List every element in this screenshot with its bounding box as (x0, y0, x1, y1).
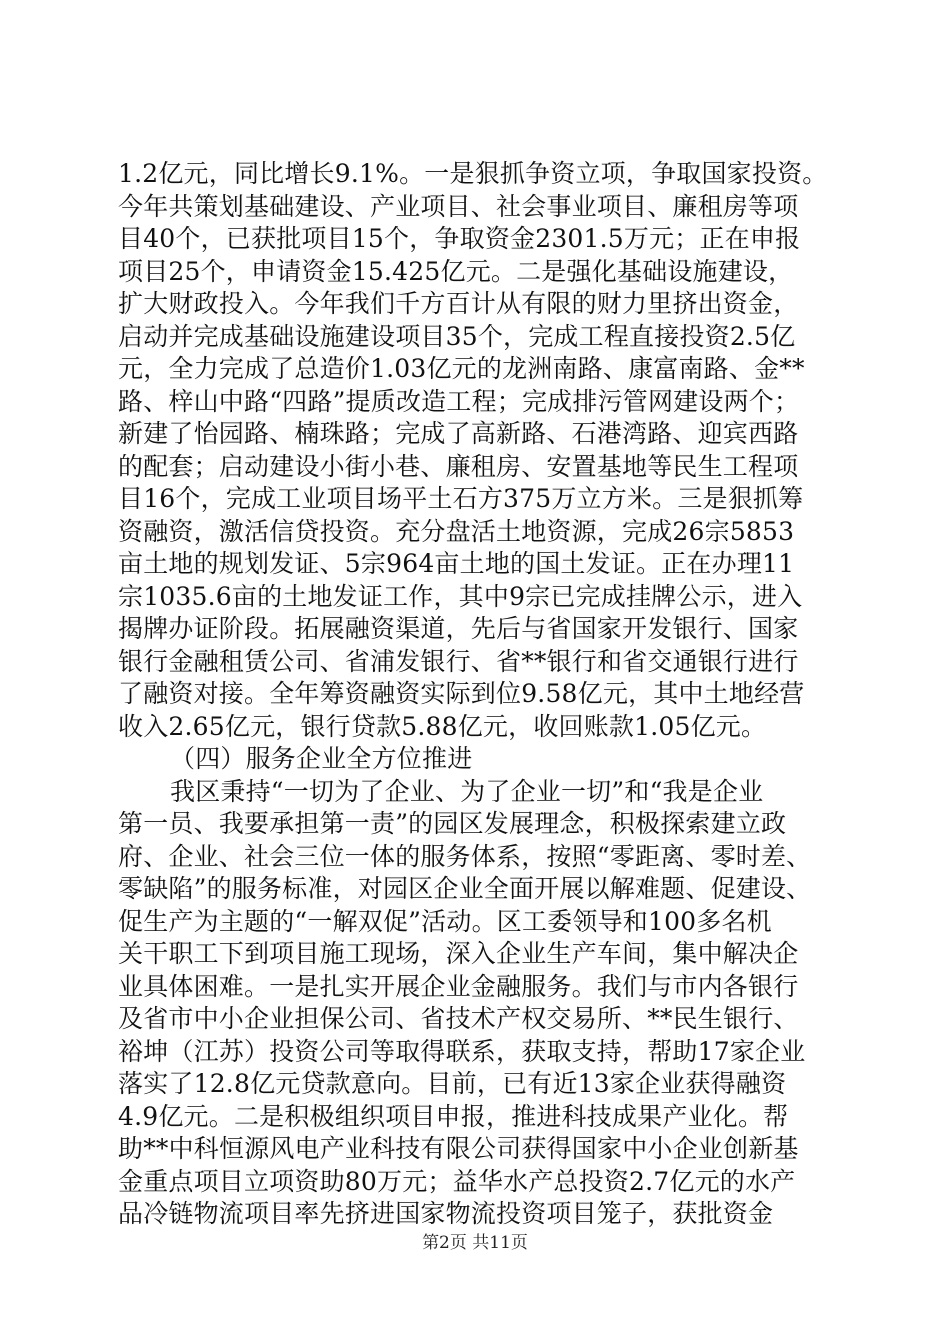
text-line: 揭牌办证阶段。拓展融资渠道，先后与省国家开发银行、国家 (118, 614, 799, 643)
text-line: 今年共策划基础建设、产业项目、社会事业项目、廉租房等项 (118, 191, 799, 221)
text-line: 元，全力完成了总造价1.03亿元的龙洲南路、康富南路、金** (118, 354, 805, 383)
text-line: 裕坤（江苏）投资公司等取得联系，获取支持，帮助17家企业 (118, 1036, 806, 1066)
text-line: 目16个，完成工业项目场平土石方375万立方米。三是狠抓筹 (118, 484, 804, 513)
text-line: 府、企业、社会三位一体的服务体系，按照“零距离、零时差、 (118, 841, 812, 871)
text-line: 项目25个，申请资金15.425亿元。二是强化基础设施建设， (118, 256, 794, 286)
text-line: 路、梓山中路“四路”提质改造工程；完成排污管网建设两个； (118, 386, 800, 416)
text-line: 助**中科恒源风电产业科技有限公司获得国家中小企业创新基 (118, 1134, 799, 1163)
page-number-footer: 第2页 共11页 (422, 1233, 528, 1253)
text-line: 1.2亿元，同比增长9.1%。一是狠抓争资立项，争取国家投资。 (118, 159, 828, 188)
text-line: 第一员、我要承担第一责”的园区发展理念，积极探索建立政 (118, 809, 787, 838)
text-line: 银行金融租赁公司、省浦发银行、省**银行和省交通银行进行 (118, 646, 799, 676)
text-line: 业具体困难。一是扎实开展企业金融服务。我们与市内各银行 (118, 971, 799, 1001)
text-line: 目40个，已获批项目15个，争取资金2301.5万元；正在申报 (118, 224, 801, 253)
text-line: 促生产为主题的“一解双促”活动。区工委领导和100多名机 (118, 906, 772, 936)
text-line: 新建了怡园路、楠珠路；完成了高新路、石港湾路、迎宾西路 (118, 419, 799, 448)
text-line: 关干职工下到项目施工现场，深入企业生产车间，集中解决企 (118, 939, 799, 968)
paragraph-first-line: 我区秉持“一切为了企业、为了企业一切”和“我是企业 (170, 776, 764, 806)
text-line: 落实了12.8亿元贷款意向。目前，已有近13家企业获得融资 (118, 1069, 787, 1098)
text-line: 收入2.65亿元，银行贷款5.88亿元，收回账款1.05亿元。 (118, 711, 767, 741)
text-line: 的配套；启动建设小街小巷、廉租房、安置基地等民生工程项 (118, 451, 799, 481)
text-line: 扩大财政投入。今年我们千方百计从有限的财力里挤出资金， (118, 289, 799, 318)
text-line: 了融资对接。全年筹资融资实际到位9.58亿元，其中土地经营 (118, 679, 805, 708)
text-line: 资融资，激活信贷投资。充分盘活土地资源，完成26宗5853 (118, 516, 795, 546)
text-line: 亩土地的规划发证、5宗964亩土地的国土发证。正在办理11 (118, 549, 795, 578)
text-line: 金重点项目立项资助80万元；益华水产总投资2.7亿元的水产 (118, 1166, 796, 1196)
text-line: 宗1035.6亩的土地发证工作，其中9宗已完成挂牌公示，进入 (118, 581, 803, 611)
body-text (118, 158, 838, 1231)
text-line: 及省市中小企业担保公司、省技术产权交易所、**民生银行、 (118, 1004, 799, 1033)
section-heading: （四）服务企业全方位推进 (170, 744, 473, 773)
text-line: 零缺陷”的服务标准，对园区企业全面开展以解难题、促建设、 (118, 874, 812, 903)
text-line: 品冷链物流项目率先挤进国家物流投资项目笼子，获批资金 (118, 1199, 774, 1228)
text-line: 启动并完成基础设施建设项目35个，完成工程直接投资2.5亿 (118, 321, 796, 351)
text-line: 4.9亿元。二是积极组织项目申报，推进科技成果产业化。帮 (118, 1101, 789, 1131)
